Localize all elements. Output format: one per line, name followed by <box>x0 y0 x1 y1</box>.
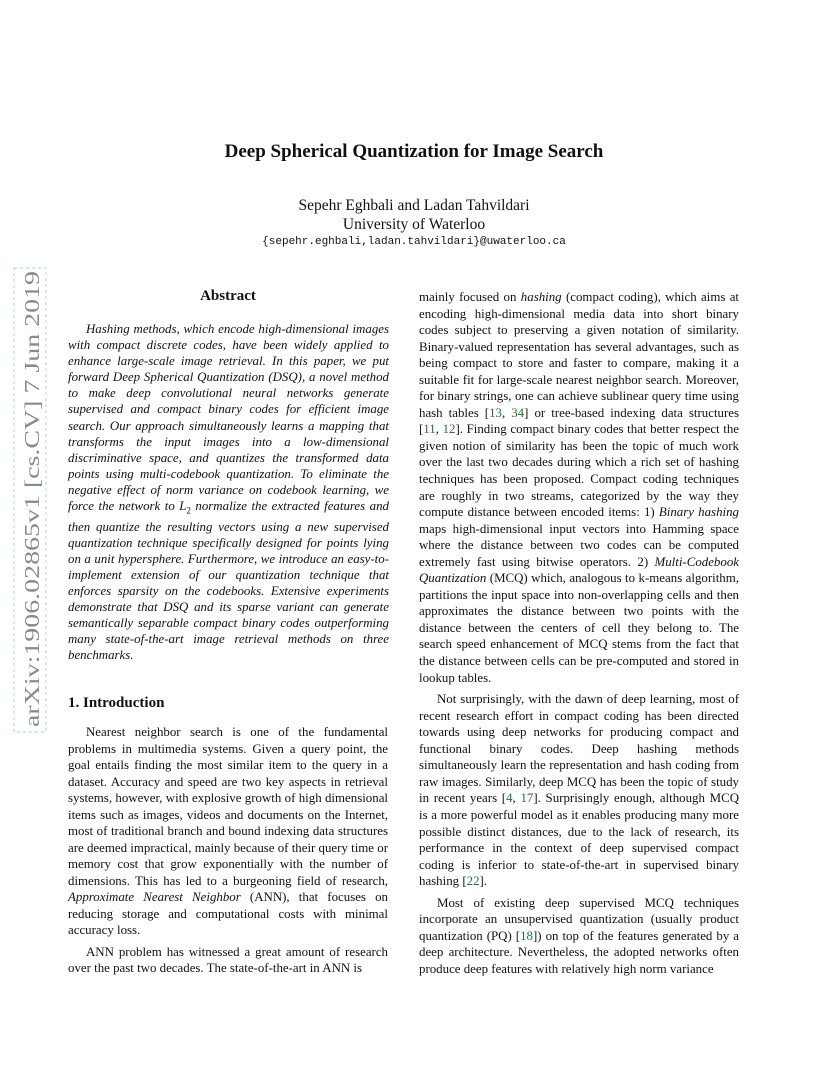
right-p2-text-a: Not surprisingly, with the dawn of deep learning, most of recent research effort in compact coding has been directed towards using deep networks for producing compact and functional binary codes. Deep hashing methods simultaneously learn the representation and hash coding from raw images. Similarly, deep MCQ has been the topic of study in recent years [ <box>419 692 739 806</box>
citation-separator: , <box>501 405 512 420</box>
author-affiliation: University of Waterloo <box>342 216 486 233</box>
citation-22[interactable]: 22 <box>466 874 480 889</box>
intro-paragraph-1 <box>68 724 388 939</box>
citation-18[interactable]: 18 <box>520 928 533 943</box>
right-p1-text-c: ] or tree-based indexing data structures [ <box>419 405 739 437</box>
binary-hashing-emphasis: Binary hashing <box>658 505 739 520</box>
right-p1-text-d: ]. Finding compact binary codes that better respect the given notion of similarity has been the topic of much work over the last two decades during which a rich set of hashing techniques has been proposed. Compact coding techniques are roughly in two streams, categorized by the way they compute distance between encoded items: 1) <box>419 422 739 520</box>
abstract-text-part-1: Hashing methods, which encode high-dimensional images with compact discrete codes, have been widely applied to enhance large-scale image retrieval. In this paper, we put forward Deep Spherical Quantization (DSQ), a novel method to make deep convolutional neural networks generate supervised and compact binary codes for efficient image search. Our approach simultaneously learns a mapping that transforms the input images into a low-dimensional discriminative space, and quantizes the transformed data points using multi-codebook quantization. To eliminate the negative effect of norm variance on codebook learning, we force the network to <box>68 322 389 514</box>
intro-paragraph-2: ANN problem has witnessed a great amount of research over the past two decades. The state-of-the-art in ANN is <box>68 944 388 975</box>
citation-4[interactable]: 4 <box>506 791 513 806</box>
right-p1-text-a: mainly focused on <box>419 290 521 304</box>
introduction-heading: 1. Introduction <box>68 695 165 711</box>
intro-p1-text-b: (ANN), that focuses on reducing storage and computational costs with minimal accuracy loss. <box>68 890 388 937</box>
mcq-emphasis: Multi-Codebook Quantization <box>419 554 739 586</box>
left-column-body <box>68 724 388 977</box>
citation-separator: , <box>435 422 443 437</box>
citation-34[interactable]: 34 <box>511 405 525 420</box>
author-email: {sepehr.eghbali,ladan.tahvildari}@uwaterloo.ca <box>262 236 566 248</box>
right-p3-text-a: Most of existing deep supervised MCQ techniques incorporate an unsupervised quantization (usually product quantization (PQ) [ <box>419 895 739 943</box>
norm-subscript: 2 <box>186 505 191 516</box>
right-paragraph-1 <box>419 289 739 686</box>
right-p2-text-b: ]. Surprisingly enough, although MCQ is a more powerful model as it enables producing many more possible distinct distances, due to the lack of research, its performance in the context of deep supervised compact coding is inferior to state-of-the-art in supervised binary hashing [ <box>419 791 740 889</box>
author-names: Sepehr Eghbali and Ladan Tahvildari <box>298 197 530 214</box>
citation-separator: , <box>512 791 521 806</box>
arxiv-stamp <box>10 265 50 735</box>
arxiv-stamp-text: arXiv:1906.02865v1 [cs.CV] 7 Jun 2019 <box>20 375 44 727</box>
right-p2-text-c: ]. <box>479 874 488 889</box>
right-column-body <box>419 289 739 977</box>
citation-12[interactable]: 12 <box>442 422 456 437</box>
right-paragraph-3 <box>419 895 739 978</box>
hashing-emphasis: hashing <box>520 290 562 304</box>
intro-p1-emphasis: Approximate Nearest Neighbor <box>68 890 241 904</box>
right-p1-text-b: (compact coding), which aims at encoding high-dimensional media data into short binary codes subject to preserving a given notation of similarity. Binary-valued representation has several advantages, such as being compact to store and faster to compare, making it a suitable fit for large-scale nearest neighbor search. Moreover, for binary strings, one can achieve sublinear query time using hash tables [ <box>419 290 740 420</box>
right-p1-text-f: (MCQ) which, analogous to k-means algorithm, partitions the input space into non-overlapping cells and then approximates the distance between two points with the distance between the centers of cell they belong to. The search speed enhancement of MCQ stems from the fact that the distance between cells can be pre-computed and stored in lookup tables. <box>419 571 739 685</box>
abstract-heading: Abstract <box>200 288 256 304</box>
abstract-text <box>68 321 389 664</box>
abstract-text-part-2: normalize the extracted features and then quantize the resulting vectors using a new supervised quantization technique specifically designed for points lying on a unit hypersphere. Furthermore, we introduce an easy-to-implement extension of our quantization technique that enforces sparsity on the codebooks. Extensive experiments demonstrate that DSQ and its sparse variant can generate semantically separable compact binary codes outperforming many state-of-the-art image retrieval methods on three benchmarks. <box>68 499 389 663</box>
author-block <box>0 196 828 234</box>
right-paragraph-2 <box>419 691 739 890</box>
intro-p1-text-a: Nearest neighbor search is one of the fundamental problems in multimedia systems. Given a query point, the goal entails finding the most similar item to the query in a dataset. Accuracy and speed are two key aspects in retrieval systems, however, with explosive growth of high dimensional items such as images, videos and documents on the Internet, most of traditional branch and bound indexing data structures are deemed impractical, mainly because of their query time or memory cost that grow exponentially with the number of dimensions. This has led to a burgeoning field of research, <box>68 725 388 888</box>
citation-17[interactable]: 17 <box>520 791 534 806</box>
norm-symbol: L <box>179 499 187 514</box>
right-p1-text-e: maps high-dimensional input vectors into Hamming space where the distance between two codes can be computed extremely fast using bitwise operators. 2) <box>419 521 739 569</box>
right-p3-text-b: ]) on top of the features generated by a deep architecture. Nevertheless, the adopted networks often produce deep features with relatively high norm variance <box>419 928 739 976</box>
citation-11[interactable]: 11 <box>423 422 436 437</box>
citation-13[interactable]: 13 <box>489 405 502 420</box>
paper-title: Deep Spherical Quantization for Image Search <box>224 141 604 162</box>
